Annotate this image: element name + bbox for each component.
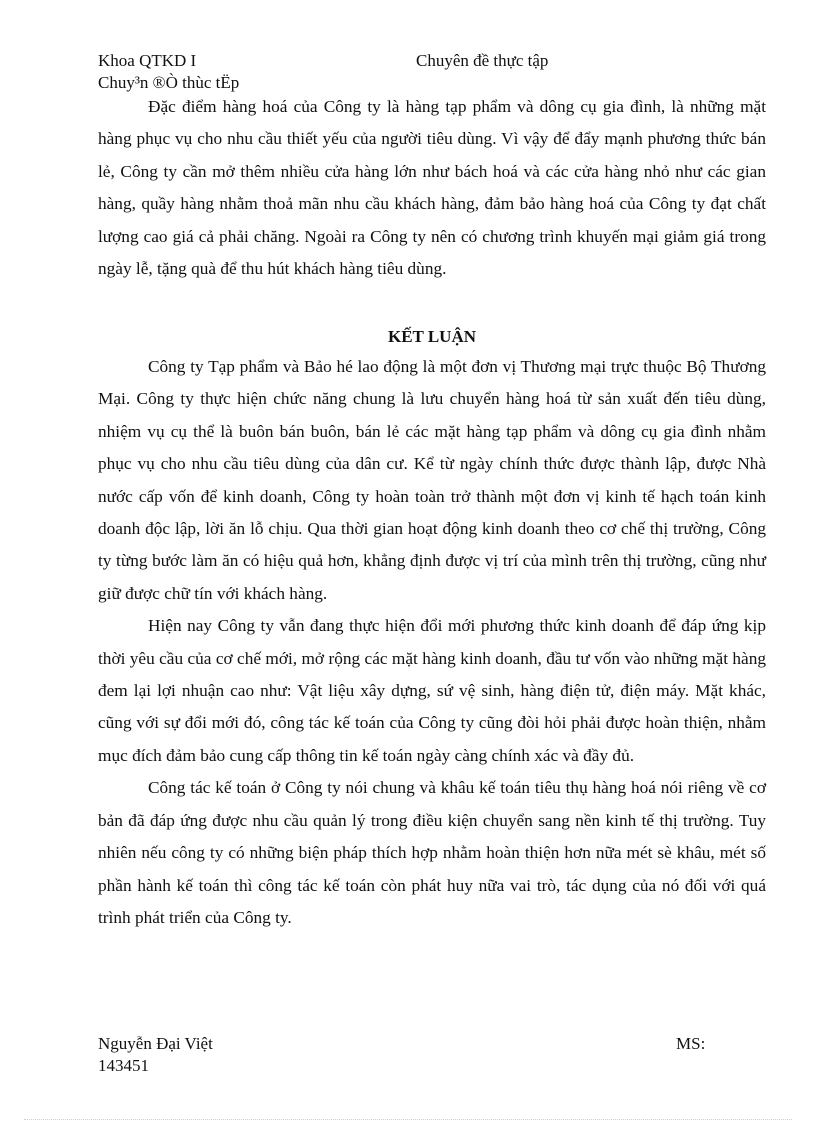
document-type-label: Chuyên đề thực tập bbox=[416, 51, 549, 70]
conclusion-paragraph-2: Hiện nay Công ty vẫn đang thực hiện đổi mới phương thức kinh doanh để đáp ứng kịp thời yêu cầu của cơ chế mới, mở rộng các mặt hàng kinh doanh, đầu tư vốn vào những mặt hàng đem lại lợi nhuận cao như: Vật liệu xây dựng, sứ vệ sinh, hàng điện tử, điện máy. Mặt khác, cũng với sự đổi mới đó, công tác kế toán của Công ty cũng đòi hỏi phải được hoàn thiện, nhằm mục đích đảm bảo cung cấp thông tin kế toán ngày càng chính xác và đầy đủ. bbox=[98, 616, 766, 765]
author-name: Nguyễn Đại Việt bbox=[98, 1034, 213, 1053]
page-bottom-divider bbox=[24, 1119, 792, 1120]
intro-paragraph: Đặc điểm hàng hoá của Công ty là hàng tạp phẩm và dông cụ gia đình, là những mặt hàng phục vụ cho nhu cầu thiết yếu của người tiêu dùng. Vì vậy để đẩy mạnh phương thức bán lẻ, Công ty cần mở thêm nhiều cửa hàng lớn như bách hoá và các cửa hàng nhỏ như các gian hàng, quầy hàng nhằm thoả mãn nhu cầu khách hàng, đảm bảo hàng hoá của Công ty đạt chất lượng cao giá cả phải chăng. Ngoài ra Công ty nên có chương trình khuyến mại giảm giá trong ngày lễ, tặng quà để thu hút khách hàng tiêu dùng. bbox=[98, 97, 766, 279]
conclusion-section bbox=[98, 351, 766, 934]
faculty-label: Khoa QTKD I bbox=[98, 51, 197, 70]
conclusion-heading: KẾT LUẬN bbox=[387, 327, 476, 346]
conclusion-paragraph-1: Công ty Tạp phẩm và Bảo hé lao động là một đơn vị Thương mại trực thuộc Bộ Thương Mại. Công ty thực hiện chức năng chung là lưu chuyển hàng hoá từ sản xuất đến tiêu dùng, nhiệm vụ cụ thể là buôn bán buôn, bán lẻ các mặt hàng tạp phẩm và dông cụ gia đình nhằm phục vụ cho nhu cầu tiêu dùng của dân cư. Kể từ ngày chính thức được thành lập, được Nhà nước cấp vốn để kinh doanh, Công ty hoàn toàn trở thành một đơn vị kinh tế hạch toán kinh doanh độc lập, lời ăn lỗ chịu. Qua thời gian hoạt động kinh doanh theo cơ chế thị trường, Công ty từng bước làm ăn có hiệu quả hơn, khẳng định được vị trí của mình trên thị trường, cũng như giữ được chữ tín với khách hàng. bbox=[98, 357, 766, 603]
student-id-value: 143451 bbox=[98, 1056, 149, 1075]
garbled-header-text: Chuy³n ®Ò thùc tËp bbox=[98, 73, 240, 92]
intro-section bbox=[98, 91, 766, 285]
conclusion-paragraph-3: Công tác kế toán ở Công ty nói chung và khâu kế toán tiêu thụ hàng hoá nói riêng về cơ bản đã đáp ứng được nhu cầu quản lý trong điều kiện chuyển sang nền kinh tế thị trường. Tuy nhiên nếu công ty có những biện pháp thích hợp nhằm hoàn thiện hơn nữa mét sè khâu, mét số phần hành kế toán thì công tác kế toán còn phát huy nữa vai trò, tác dụng của nó đối với quá trình phát triển của Công ty. bbox=[98, 778, 766, 927]
student-id-label: MS: bbox=[676, 1034, 706, 1053]
